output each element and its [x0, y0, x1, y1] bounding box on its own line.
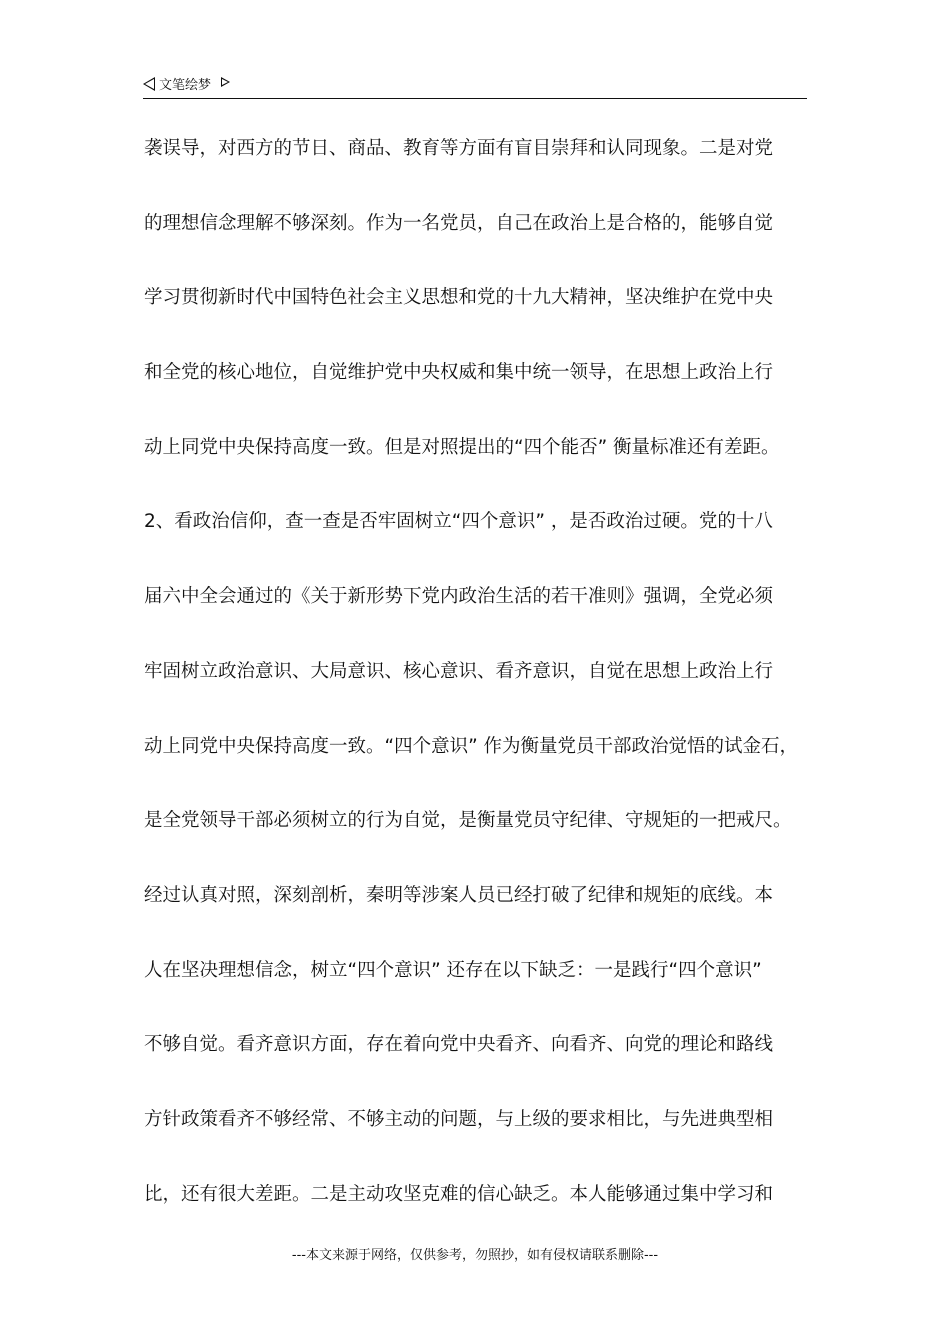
- text-line: 牢固树立政治意识、大局意识、核心意识、看齐意识，自觉在思想上政治上行: [144, 660, 774, 682]
- text-line: 不够自觉。看齐意识方面，存在着向党中央看齐、向看齐、向党的理论和路线: [144, 1034, 774, 1056]
- triangle-left-icon: [143, 77, 155, 91]
- text-line: 的理想信念理解不够深刻。作为一名党员，自己在政治上是合格的，能够自觉: [144, 212, 774, 234]
- text-line: 和全党的核心地位，自觉维护党中央权威和集中统一领导，在思想上政治上行: [144, 362, 774, 384]
- text-line: 经过认真对照，深刻剖析，秦明等涉案人员已经打破了纪律和规矩的底线。本: [144, 884, 774, 906]
- page-footer: ---本文来源于网络，仅供参考，勿照抄，如有侵权请联系删除---: [291, 1248, 659, 1263]
- page-header: [143, 72, 807, 99]
- text-line: 动上同党中央保持高度一致。“四个意识” 作为衡量党员干部政治觉悟的试金石，: [144, 735, 799, 757]
- text-line: 方针政策看齐不够经常、不够主动的问题，与上级的要求相比，与先进典型相: [144, 1108, 774, 1130]
- header-title-group: [143, 74, 230, 93]
- text-line: 比，还有很大差距。二是主动攻坚克难的信心缺乏。本人能够通过集中学习和: [144, 1183, 774, 1205]
- text-line: 届六中全会通过的《关于新形势下党内政治生活的若干准则》强调，全党必须: [144, 586, 774, 608]
- text-line: 动上同党中央保持高度一致。但是对照提出的“四个能否” 衡量标准还有差距。: [144, 436, 780, 458]
- triangle-right-icon: [221, 77, 230, 87]
- text-line: 人在坚决理想信念，树立“四个意识” 还存在以下缺乏：一是践行“四个意识”: [144, 959, 762, 981]
- text-line: 2、看政治信仰，查一查是否牢固树立“四个意识” ，是否政治过硬。党的十八: [144, 511, 773, 533]
- header-title: 文笔绘梦: [159, 78, 212, 93]
- text-line: 是全党领导干部必须树立的行为自觉，是衡量党员守纪律、守规矩的一把戒尺。: [144, 810, 792, 832]
- text-line: 学习贯彻新时代中国特色社会主义思想和党的十九大精神，坚决维护在党中央: [144, 287, 774, 309]
- text-line: 袭误导，对西方的节日、商品、教育等方面有盲目崇拜和认同现象。二是对党: [144, 138, 774, 159]
- document-body: [144, 134, 824, 1254]
